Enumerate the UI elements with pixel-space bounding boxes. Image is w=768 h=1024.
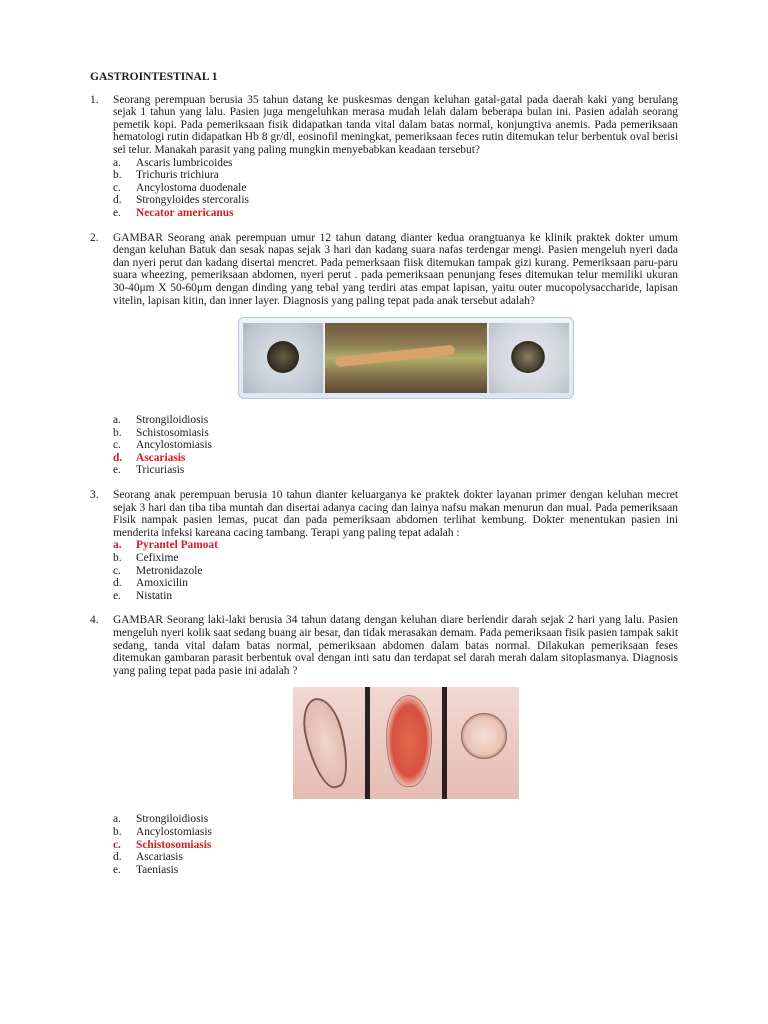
option-letter: c.	[113, 564, 121, 577]
question-3	[90, 489, 678, 602]
option-text: Cefixime	[136, 552, 179, 565]
document-title: GASTROINTESTINAL 1	[90, 71, 218, 83]
egg-photo-panel-2	[370, 687, 442, 799]
option-item-correct	[113, 839, 678, 852]
question-number: 1.	[90, 93, 99, 106]
option-text-correct: Necator americanus	[136, 206, 234, 219]
worm-on-ruler-photo	[325, 323, 487, 393]
option-letter: a.	[113, 539, 122, 552]
option-item	[113, 169, 678, 182]
egg-photo-panel-3	[447, 687, 519, 799]
worm-shape	[335, 345, 455, 367]
option-letter: d.	[113, 451, 123, 464]
question-number: 3.	[90, 489, 99, 502]
option-letter: b.	[113, 426, 122, 439]
option-text: Schistosomiasis	[136, 426, 209, 439]
options-list	[113, 157, 678, 220]
option-letter: d.	[113, 851, 122, 864]
option-text: Ancylostoma duodenale	[136, 181, 247, 194]
option-letter: e.	[113, 863, 121, 876]
option-item	[113, 864, 678, 877]
option-letter: b.	[113, 552, 122, 565]
option-item	[113, 194, 678, 207]
option-letter: e.	[113, 589, 121, 602]
question-4	[90, 614, 678, 876]
options-list	[113, 539, 678, 602]
option-text: Strongiloidiosis	[136, 414, 209, 427]
option-letter: a.	[113, 414, 121, 427]
option-letter: d.	[113, 577, 122, 590]
option-letter: c.	[113, 838, 121, 851]
question-number: 2.	[90, 231, 99, 244]
option-item-correct	[113, 539, 678, 552]
option-letter: c.	[113, 439, 121, 452]
option-item	[113, 427, 678, 440]
egg-micrograph-right	[489, 323, 569, 393]
option-text: Strongiloidiosis	[136, 813, 209, 826]
ascaris-egg-figure	[238, 317, 574, 399]
question-text: Seorang anak perempuan berusia 10 tahun dianter keluarganya ke praktek dokter layanan primer dengan keluhan mecret sejak 3 hari dan tiba tiba muntah dan disertai adanya cacing dan lainya nafsu makan menurun dan mual. Pada pemeriksaan Fisik nampak pasien lemas, pucat dan pada pemeriksaan abdomen terlihat kembung. Dokter menentukan pasien ini menderita infeksi kareana cacing tambang. Terapi yang paling tepat adalah :	[113, 489, 678, 539]
option-item	[113, 565, 678, 578]
option-item-correct	[113, 207, 678, 220]
option-item	[113, 439, 678, 452]
schistosoma-egg-figure	[293, 687, 519, 799]
option-letter: a.	[113, 813, 121, 826]
option-item	[113, 157, 678, 170]
option-text: Nistatin	[136, 589, 173, 602]
option-text-correct: Schistosomiasis	[136, 838, 212, 851]
question-text: Seorang perempuan berusia 35 tahun datang ke puskesmas dengan keluhan gatal-gatal pada daerah kaki yang berulang sejak 1 tahun yang lalu. Pasien juga mengeluhkan merasa mudah lelah dalam beberapa bulan ini. Pasien adalah seorang pemetik kopi. Pada pemeriksaan fisik didapatkan tanda vital dalam batas normal, konjungtiva anemis. Pada pemeriksaan hematologi rutin didapatkan Hb 8 gr/dl, eosinofil meningkat, pemeriksaan feces rutin ditemukan telur berbentuk oval berisi sel telur. Manakah parasit yang paling mungkin menyebabkan keadaan tersebut?	[113, 93, 678, 156]
question-text: GAMBAR Seorang anak perempuan umur 12 tahun datang dianter kedua orangtuanya ke klinik praktek dokter umum dengan keluhan Batuk dan sesak napas sejak 3 hari dan kadang suara nafas terdengar mengi. Pasien mengeluh nyeri dada dan nyeri perut dan kadang disertai mencret. Pada pemerksaan fiisk ditemukan tampak gizi kurang. Pemeriksaan paru-paru suara wheezing, pemeriksaan abdomen, nyeri perut . pada pemeriksaan penunjang feses ditemukan telur memiliki ukuran 30-40μm X 50-60μm dengan dinding yang tebal yang terdiri atas empat lapisan, yaitu outer mucopolysaccharide, lapisan vitelin, lapisan kitin, dan inner layer. Diagnosis yang paling tepat pada anak tersebut adalah?	[113, 231, 678, 307]
option-letter: b.	[113, 169, 122, 182]
question-text: GAMBAR Seorang laki-laki berusia 34 tahun datang dengan keluhan diare berlendir darah sejak 2 hari yang lalu. Pasien mengeluh nyeri kolik saat sedang buang air besar, dan tidak merasakan demam. Pada pemeriksaan fisik pasien tampak sakit sedang, tanda vital dalam batas normal, pemeriksaan abdomen dalam batas normal. Dilakukan pemeriksaan feses ditemukan gambaran parasit berbentuk oval dengan inti satu dan terdapat sel darah merah dalam sitoplasmanya. Diagnosis yang paling tepat pada pasie ini adalah ?	[113, 614, 678, 677]
egg-shape	[511, 341, 545, 373]
option-text: Amoxicilin	[136, 577, 188, 590]
option-item	[113, 464, 678, 477]
option-text: Ancylostomiasis	[136, 439, 212, 452]
option-text-correct: Ascariasis	[136, 451, 186, 464]
option-item	[113, 813, 678, 826]
option-letter: e.	[113, 206, 121, 219]
option-item	[113, 552, 678, 565]
option-text: Ascariasis	[136, 851, 183, 864]
option-item-correct	[113, 452, 678, 465]
option-text: Strongyloides stercoralis	[136, 194, 249, 207]
question-2	[90, 232, 678, 478]
option-text: Trichuris trichiura	[136, 169, 219, 182]
option-text: Ancylostomiasis	[136, 825, 212, 838]
option-letter: e.	[113, 464, 121, 477]
question-number: 4.	[90, 614, 99, 627]
document-page	[90, 71, 678, 888]
egg-shape	[267, 341, 299, 373]
option-text: Taeniasis	[136, 863, 179, 876]
egg-photo-panel-1	[293, 687, 365, 799]
option-letter: b.	[113, 825, 122, 838]
egg-shape	[296, 694, 355, 792]
options-list	[113, 414, 678, 477]
option-item	[113, 577, 678, 590]
egg-micrograph-left	[243, 323, 323, 393]
egg-shape	[386, 695, 432, 787]
question-1	[90, 94, 678, 220]
options-list	[113, 813, 678, 876]
option-text-correct: Pyrantel Pamoat	[136, 539, 218, 552]
option-item	[113, 182, 678, 195]
option-letter: c.	[113, 181, 121, 194]
option-letter: d.	[113, 194, 122, 207]
egg-shape	[461, 713, 507, 759]
option-item	[113, 590, 678, 603]
option-item	[113, 851, 678, 864]
option-item	[113, 826, 678, 839]
option-text: Tricuriasis	[136, 464, 185, 477]
option-letter: a.	[113, 156, 121, 169]
option-text: Metronidazole	[136, 564, 203, 577]
option-item	[113, 414, 678, 427]
option-text: Ascaris lumbricoides	[136, 156, 233, 169]
